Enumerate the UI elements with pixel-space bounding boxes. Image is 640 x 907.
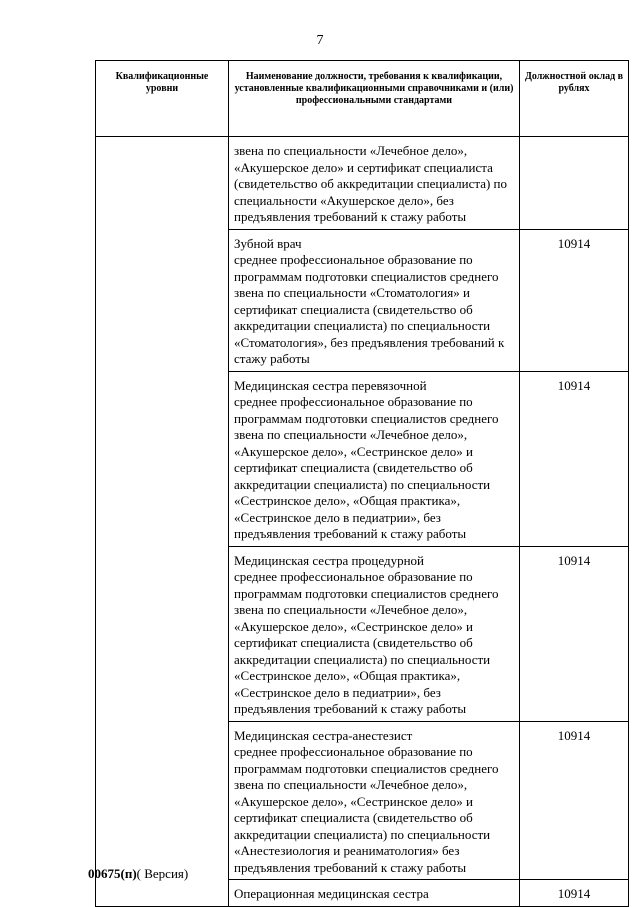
position-cell xyxy=(229,137,520,230)
salary-cell: 10914 xyxy=(520,721,629,880)
header-salary: Должностной оклад в рублях xyxy=(520,61,629,137)
position-cell xyxy=(229,371,520,546)
header-levels: Квалификационные уровни xyxy=(96,61,229,137)
position-cell xyxy=(229,546,520,721)
salary-cell xyxy=(520,137,629,230)
levels-cell xyxy=(96,137,229,907)
position-title: Медицинская сестра-анестезист xyxy=(234,727,413,743)
position-cell xyxy=(229,721,520,880)
salary-cell: 10914 xyxy=(520,229,629,371)
position-requirements: среднее профессиональное образование по программам подготовки специалистов среднего звена по специальности «Лечебное дело», «Акушерское дело», «Сестринское дело» и сертификат специалиста (свидетельство об аккредитации специалиста) по специальности «Сестринское дело», «Общая практика», «Сестринское дело в педиатрии», без предъявления требований к стажу работы xyxy=(234,394,499,541)
document-code: 00675(п) xyxy=(88,866,137,881)
table-header-row xyxy=(96,61,629,137)
position-cell xyxy=(229,880,520,907)
position-requirements: среднее профессиональное образование по программам подготовки специалистов среднего звена по специальности «Лечебное дело», «Акушерское дело», «Сестринское дело» и сертификат специалиста (свидетельство об аккредитации специалиста) по специальности «Анестезиология и реаниматология» без предъявления требований к стажу работы xyxy=(234,744,499,875)
salary-cell: 10914 xyxy=(520,546,629,721)
page-number: 7 xyxy=(316,33,324,48)
salary-cell: 10914 xyxy=(520,880,629,907)
qualification-table xyxy=(95,60,629,907)
position-title: Медицинская сестра процедурной xyxy=(234,552,425,568)
header-position-requirements: Наименование должности, требования к квалификации, установленные квалификационными справочниками и (или) профессиональными стандартами xyxy=(229,61,520,137)
salary-cell: 10914 xyxy=(520,371,629,546)
document-footer xyxy=(88,866,188,882)
position-requirements: звена по специальности «Лечебное дело», «Акушерское дело» и сертификат специалиста (свидетельство об аккредитации специалиста) по специальности «Акушерское дело», без предъявления требований к стажу работы xyxy=(234,143,508,224)
position-requirements: среднее профессиональное образование по программам подготовки специалистов среднего звена по специальности «Лечебное дело», «Акушерское дело», «Сестринское дело» и сертификат специалиста (свидетельство об аккредитации специалиста) по специальности «Сестринское дело», «Общая практика», «Сестринское дело в педиатрии», без предъявления требований к стажу работы xyxy=(234,569,499,716)
position-title: Операционная медицинская сестра xyxy=(234,886,429,901)
position-title: Зубной врач xyxy=(234,235,302,251)
position-requirements: среднее профессиональное образование по программам подготовки специалистов среднего звена по специальности «Стоматология» и сертификат специалиста (свидетельство об аккредитации специалиста) по специальности «Стоматология», без предъявления требований к стажу работы xyxy=(234,252,505,366)
document-version: ( Версия) xyxy=(136,866,189,881)
position-cell xyxy=(229,229,520,371)
position-title: Медицинская сестра перевязочной xyxy=(234,377,427,393)
table-row xyxy=(96,137,629,230)
